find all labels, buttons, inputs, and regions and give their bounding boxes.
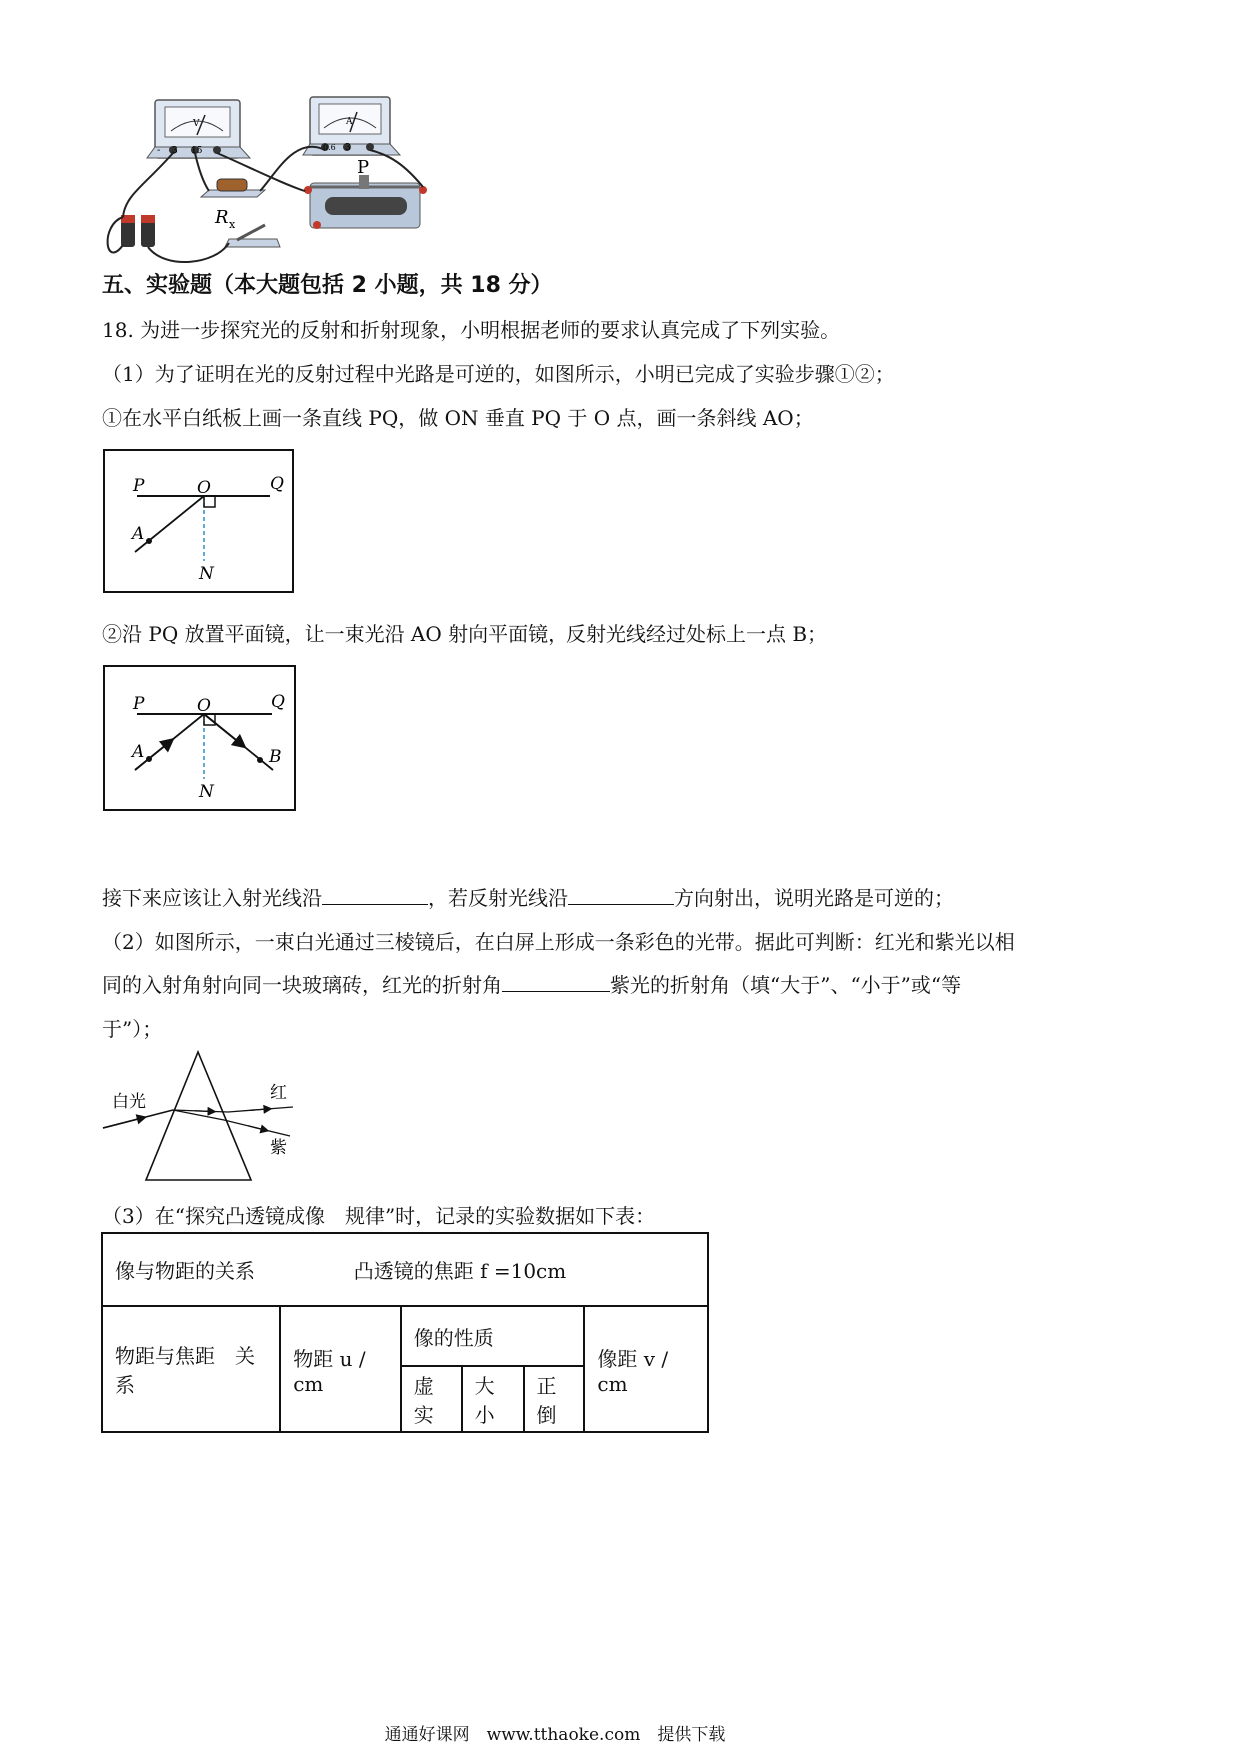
subcol-size: 大小 [462, 1366, 524, 1432]
ammeter-terminal-2: 3 [345, 143, 351, 153]
label-b: B [269, 747, 282, 767]
voltmeter-symbol: V [193, 119, 200, 129]
part-2-text-a: 同的入射角射向同一块玻璃砖，红光的折射角 [102, 973, 502, 997]
answer-blank-2[interactable] [568, 903, 674, 905]
voltmeter-terminal-1: 3 [172, 146, 178, 156]
label-o: O [197, 478, 211, 498]
batteries [121, 215, 155, 247]
table-header-row [102, 1233, 708, 1306]
label-q: Q [270, 474, 284, 494]
point-b [257, 757, 263, 763]
label-o: O [197, 696, 211, 716]
resistor-label: R [215, 207, 229, 228]
point-a [146, 538, 152, 544]
violet-arrow [248, 1126, 265, 1130]
part-2-line-1: （2）如图所示，一束白光通过三棱镜后，在白屏上形成一条彩色的光带。据此可判断：红光和紫光以相 [102, 930, 1015, 954]
resistor [201, 179, 265, 231]
voltmeter [147, 100, 250, 158]
subcol-orientation: 正倒 [524, 1366, 585, 1432]
table-column-row [102, 1306, 708, 1366]
incident-line-ao [135, 496, 204, 552]
part-1-fill-line [102, 882, 954, 911]
subcol-real-virtual: 虚实 [401, 1366, 462, 1432]
reflected-arrow [204, 714, 241, 744]
part-1-text: （1）为了证明在光的反射过程中光路是可逆的，如图所示，小明已完成了实验步骤①②； [102, 362, 895, 386]
part-1-step-2-a: ②沿 PQ 放置平面镜，让一束光沿 AO 射向平面镜， [102, 622, 569, 646]
prism [146, 1052, 251, 1180]
answer-blank-3[interactable] [502, 990, 610, 992]
label-a: A [132, 524, 145, 544]
rheostat-label: P [357, 157, 370, 178]
col-distance-focal-relation: 物距与焦距 关系 [102, 1306, 280, 1432]
page-footer: 通通好课网 www.tthaoke.com 提供下载 [384, 1725, 726, 1745]
label-violet: 紫 [270, 1138, 287, 1158]
col-image-distance: 像距 v / cm [584, 1306, 708, 1432]
label-p: P [133, 694, 145, 714]
white-light-arrow [103, 1118, 142, 1128]
part-3-text: （3）在“探究凸透镜成像 规律”时，记录的实验数据如下表： [102, 1204, 656, 1228]
label-q: Q [271, 692, 285, 712]
label-red: 红 [270, 1083, 287, 1103]
reflection-figure-2 [103, 665, 296, 811]
header-right-text: 凸透镜的焦距 f =10cm [353, 1259, 567, 1283]
ammeter [303, 97, 400, 155]
label-n: N [199, 782, 214, 802]
ammeter-symbol: A [346, 117, 353, 127]
header-left-text: 像与物距的关系 [115, 1259, 255, 1283]
fill-text-a: 接下来应该让入射光线沿 [102, 886, 322, 910]
red-arrow [250, 1109, 268, 1110]
section-heading: 五、实验题（本大题包括 2 小题，共 18 分） [102, 273, 553, 298]
label-n: N [199, 564, 214, 584]
label-a: A [132, 742, 145, 762]
col-image-properties: 像的性质 [401, 1306, 585, 1366]
part-2-line-3: 于”）； [102, 1017, 163, 1041]
fill-text-c: 方向射出，说明光路是可逆的； [674, 886, 954, 910]
question-18-intro: 18. 为进一步探究光的反射和折射现象，小明根据老师的要求认真完成了下列实验。 [102, 318, 841, 342]
part-2-text-b: 紫光的折射角（填“大于”、“小于”或“等 [610, 973, 962, 997]
part-1-step-1: ①在水平白纸板上画一条直线 PQ，做 ON 垂直 PQ 于 O 点，画一条斜线 AO； [102, 406, 814, 430]
prism-figure [100, 1050, 300, 1185]
lens-data-table [101, 1232, 709, 1433]
rheostat [304, 157, 427, 229]
part-2-line-2 [102, 969, 961, 998]
fill-text-b: ，若反射光线沿 [428, 886, 568, 910]
ammeter-terminal-0: - [308, 142, 312, 153]
inner-arrow [195, 1111, 212, 1112]
ammeter-terminal-1: 0.6 [323, 143, 336, 152]
col-object-distance: 物距 u / cm [280, 1306, 401, 1432]
answer-blank-1[interactable] [322, 903, 428, 905]
voltmeter-terminal-2: 15 [191, 146, 203, 156]
circuit-figure [105, 95, 485, 285]
part-1-step-2-b: 反射光线经过处标上一点 B； [566, 622, 828, 646]
label-white-light: 白光 [112, 1092, 146, 1112]
label-p: P [133, 476, 145, 496]
point-a [146, 756, 152, 762]
table-header-cell [102, 1233, 708, 1306]
voltmeter-terminal-0: - [157, 145, 161, 156]
reflection-figure-1 [103, 449, 294, 593]
resistor-subscript: x [229, 218, 236, 231]
